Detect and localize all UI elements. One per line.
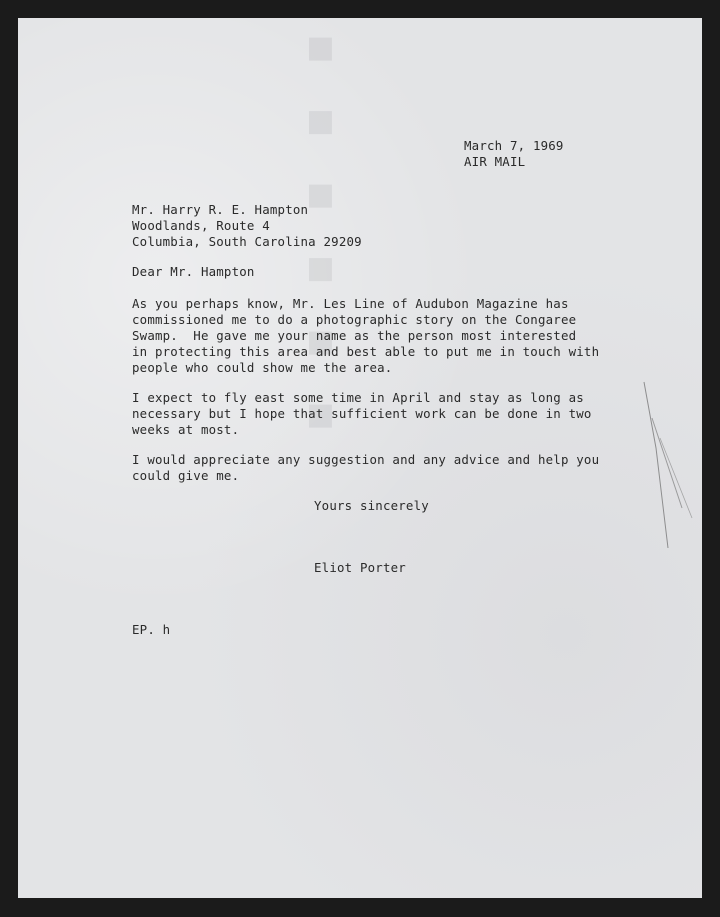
paragraph-line: people who could show me the area. <box>132 360 393 375</box>
letter-sheet <box>18 18 702 898</box>
watermark-decoration: ■ ■ ■ ■ ■ ■ <box>303 30 338 447</box>
signature-name: Eliot Porter <box>314 560 406 575</box>
recipient-line: Mr. Harry R. E. Hampton <box>132 202 309 217</box>
paragraph-line: commissioned me to do a photographic story on the Congaree <box>132 312 577 327</box>
paragraph-line: in protecting this area and best able to put me in touch with <box>132 344 600 359</box>
paragraph-line: As you perhaps know, Mr. Les Line of Audubon Magazine has <box>132 296 569 311</box>
closing: Yours sincerely <box>314 498 429 513</box>
letter-mail-type: AIR MAIL <box>464 154 526 169</box>
recipient-line: Woodlands, Route 4 <box>132 218 270 233</box>
recipient-line: Columbia, South Carolina 29209 <box>132 234 362 249</box>
paragraph-line: weeks at most. <box>132 422 240 437</box>
salutation: Dear Mr. Hampton <box>132 264 255 279</box>
paragraph-line: I would appreciate any suggestion and any advice and help you <box>132 452 600 467</box>
paragraph-line: could give me. <box>132 468 240 483</box>
letter-date: March 7, 1969 <box>464 138 564 153</box>
paragraph-line: Swamp. He gave me your name as the person most interested <box>132 328 577 343</box>
paragraph-line: necessary but I hope that sufficient work can be done in two <box>132 406 592 421</box>
paragraph-line: I expect to fly east some time in April and stay as long as <box>132 390 584 405</box>
typist-initials: EP. h <box>132 622 171 637</box>
pencil-mark-icon <box>638 378 698 578</box>
